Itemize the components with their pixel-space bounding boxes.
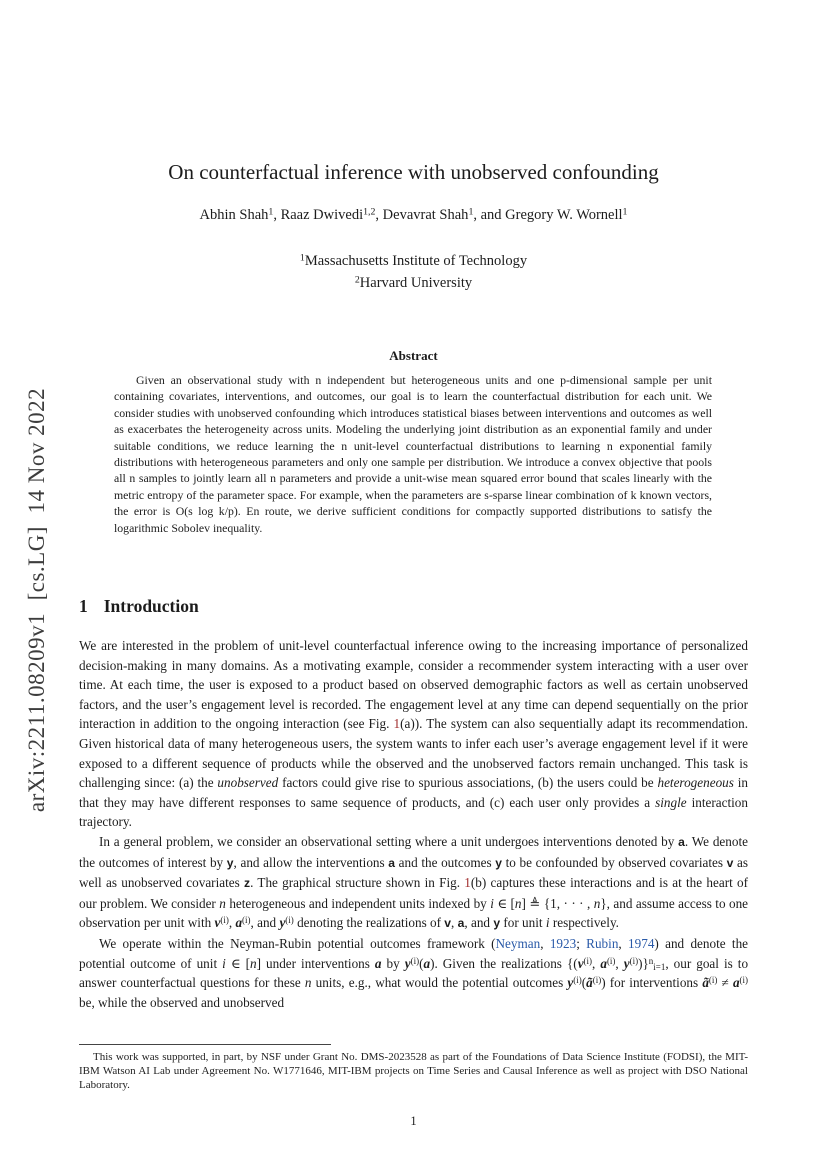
text-segment: ] ≜ {1, · · · , bbox=[521, 895, 594, 911]
figure-ref-link[interactable]: 1 bbox=[464, 875, 471, 891]
affiliation-line bbox=[0, 272, 827, 294]
text-segment: respectively. bbox=[549, 915, 619, 931]
text-segment: n bbox=[304, 975, 312, 991]
citation-link[interactable]: 1974 bbox=[628, 935, 655, 951]
paper-title: On counterfactual inference with unobserved confounding bbox=[168, 160, 659, 184]
text-segment: ; bbox=[576, 935, 587, 951]
paragraph bbox=[79, 934, 748, 1012]
text-segment: )} bbox=[638, 955, 649, 971]
abstract-heading: Abstract bbox=[389, 348, 438, 363]
text-segment: y bbox=[623, 955, 630, 971]
text-segment: , bbox=[592, 955, 601, 971]
footnote-block bbox=[79, 1044, 748, 1093]
text-segment: (i) bbox=[220, 915, 229, 926]
text-segment: (i) bbox=[629, 955, 639, 966]
text-segment: , bbox=[451, 915, 458, 931]
text-segment: interaction trajectory. bbox=[79, 794, 748, 830]
text-segment: , Devavrat Shah bbox=[375, 207, 469, 223]
section-number: 1 bbox=[79, 596, 88, 616]
section-title: Introduction bbox=[103, 596, 199, 616]
text-segment: , and allow the interventions bbox=[233, 854, 389, 870]
page-number: 1 bbox=[410, 1114, 417, 1128]
text-segment: (i) bbox=[583, 955, 593, 966]
text-segment: }, and assume access to one observation per unit with bbox=[79, 895, 749, 931]
text-segment: by bbox=[381, 955, 405, 971]
figure-ref-link[interactable]: 1 bbox=[393, 716, 401, 732]
text-segment: a bbox=[678, 834, 685, 849]
text-segment: a bbox=[732, 975, 740, 991]
text-segment: y bbox=[279, 915, 286, 931]
text-segment: (i) bbox=[592, 975, 602, 986]
text-segment: a bbox=[235, 915, 243, 931]
text-segment: a bbox=[388, 855, 396, 870]
text-segment: (i) bbox=[739, 975, 748, 986]
text-segment: , bbox=[615, 955, 624, 971]
text-segment: heterogeneous and independent units indexed by bbox=[225, 895, 491, 911]
text-segment: (i) bbox=[573, 975, 582, 986]
text-segment: , our goal is to answer counterfactual questions for these bbox=[79, 955, 749, 991]
text-segment: , and Gregory W. Wornell bbox=[473, 207, 623, 223]
text-segment: denoting the realizations of bbox=[293, 915, 445, 931]
paragraph bbox=[79, 636, 748, 832]
text-segment: unobserved bbox=[217, 775, 279, 791]
footnote-text: This work was supported, in part, by NSF under Grant No. DMS-2023528 as part of the Foundations of Data Science Institute (FODSI), the MIT-IBM Watson AI Lab under Agreement No. W1771646, MIT-IBM projects on Time Series and Causal Inference as well as project with DSO National Laboratory. bbox=[79, 1051, 748, 1092]
text-segment: n bbox=[648, 955, 654, 966]
text-segment: y bbox=[567, 975, 574, 991]
text-segment: (b) captures these interactions and is at the heart of our problem. We consider bbox=[79, 875, 749, 911]
affiliation-line bbox=[0, 250, 827, 272]
text-segment: ). Given the realizations {( bbox=[430, 955, 578, 971]
text-segment: n bbox=[219, 895, 226, 911]
text-segment: ∈ [ bbox=[493, 895, 515, 911]
text-segment: i bbox=[222, 955, 226, 971]
paragraph bbox=[79, 832, 748, 934]
text-segment: (i) bbox=[410, 955, 420, 966]
text-segment: , and bbox=[250, 915, 280, 931]
text-segment: n bbox=[593, 895, 601, 911]
text-segment: y bbox=[493, 916, 501, 931]
text-segment: a bbox=[457, 916, 465, 931]
text-segment: a bbox=[600, 955, 607, 971]
authors-line bbox=[0, 207, 827, 224]
text-segment: ) and denote the potential outcome of unit bbox=[79, 935, 749, 971]
text-segment: ( bbox=[581, 975, 587, 991]
text-segment: 1 bbox=[268, 206, 274, 218]
text-segment: ( bbox=[419, 955, 424, 971]
text-segment: , bbox=[228, 915, 236, 931]
text-segment: z bbox=[244, 876, 251, 891]
affiliation-marker: 2 bbox=[354, 274, 360, 286]
text-segment: ≠ bbox=[717, 975, 733, 991]
text-segment: to be confounded by observed covariates bbox=[502, 854, 727, 870]
footnote-rule bbox=[79, 1044, 331, 1045]
text-segment: in that they may have different responses to same sequence of products, and (c) each user only provides a bbox=[79, 775, 748, 810]
text-segment: ] under interventions bbox=[256, 955, 375, 971]
text-segment: n bbox=[250, 955, 257, 971]
citation-link[interactable]: Rubin bbox=[586, 935, 619, 951]
text-segment: , and bbox=[464, 915, 494, 931]
text-segment: factors could give rise to spurious associations, (b) the users could be bbox=[278, 775, 658, 791]
text-segment: In a general problem, we consider an observational setting where a unit undergoes interventions denoted by bbox=[99, 833, 679, 849]
text-segment: We operate within the Neyman-Rubin potential outcomes framework ( bbox=[99, 935, 496, 951]
text-segment: i bbox=[490, 895, 494, 911]
text-segment: (i) bbox=[242, 915, 251, 926]
text-segment: v bbox=[214, 915, 221, 931]
affiliation-marker: 1 bbox=[299, 252, 305, 264]
text-segment: (i) bbox=[606, 955, 616, 966]
affiliation-name: Harvard University bbox=[359, 275, 473, 291]
text-segment: , bbox=[540, 935, 550, 951]
text-segment: , Raaz Dwivedi bbox=[273, 207, 364, 223]
text-segment: i=1 bbox=[653, 961, 666, 972]
body-column bbox=[79, 636, 748, 1012]
text-segment: v bbox=[444, 916, 452, 931]
text-segment: v bbox=[577, 955, 584, 971]
text-segment: (i) bbox=[708, 975, 718, 986]
text-segment: for unit bbox=[500, 915, 546, 931]
text-segment: and the outcomes bbox=[395, 854, 496, 870]
text-segment: Abhin Shah bbox=[199, 207, 269, 223]
text-segment: . We denote the outcomes of interest by bbox=[79, 833, 748, 870]
text-segment: , bbox=[618, 935, 629, 951]
text-segment: i bbox=[545, 915, 550, 931]
text-segment: . The graphical structure shown in Fig. bbox=[250, 875, 465, 891]
citation-link[interactable]: 1923 bbox=[549, 935, 577, 951]
text-segment: We are interested in the problem of unit-level counterfactual inference owing to the increasing importance of personalized decision-making in many domains. As a motivating example, consider a recommender system interacting with a user over time. At each time, the user is exposed to a product based on observed demographic factors as well as certain unobserved factors, and the user’s engagement level is recorded. The engagement level at any time can depend sequentially on the prior interaction in addition to the ongoing interaction (see Fig. bbox=[79, 638, 748, 732]
text-segment: (i) bbox=[285, 915, 294, 926]
text-segment: 1 bbox=[622, 206, 628, 218]
text-segment: a bbox=[423, 955, 431, 971]
text-segment: y bbox=[404, 955, 411, 971]
text-segment: 1,2 bbox=[363, 206, 376, 218]
text-segment: be, while the observed and unobserved bbox=[79, 994, 285, 1010]
text-segment: units, e.g., what would the potential outcomes bbox=[311, 975, 568, 991]
affiliations-block bbox=[0, 250, 827, 294]
affiliation-name: Massachusetts Institute of Technology bbox=[304, 253, 528, 269]
text-segment: ã bbox=[702, 975, 709, 991]
text-segment: ã bbox=[586, 975, 593, 991]
text-segment: 1 bbox=[468, 206, 474, 218]
text-segment: y bbox=[226, 855, 234, 870]
text-segment: a bbox=[374, 955, 382, 971]
section-heading bbox=[79, 596, 748, 617]
text-segment: ) for interventions bbox=[601, 975, 703, 991]
citation-link[interactable]: Neyman bbox=[495, 935, 541, 951]
abstract-text: Given an observational study with n independent but heterogeneous units and one p-dimensional sample per unit containing covariates, interventions, and outcomes, our goal is to learn the counterfactual distribution for each unit. We consider studies with unobserved confounding which introduces statistical biases between interventions and outcomes as well as exacerbates the heterogeneity across units. Modeling the underlying joint distribution as an exponential family and under suitable conditions, we reduce learning the n unit-level counterfactual distributions to learning n exponential family distributions with heterogeneous parameters and only one sample per distribution. We introduce a convex objective that pools all n samples to jointly learn all n parameters and provide a unit-wise mean squared error bound that scales linearly with the metric entropy of the parameter space. For example, when the parameters are s-sparse linear combination of k known vectors, the error is O(s log k/p). En route, we derive sufficient conditions for compactly supported distributions to satisfy the logarithmic Sobolev inequality. bbox=[114, 373, 712, 535]
text-segment: heterogeneous bbox=[657, 775, 734, 791]
text-segment: single bbox=[655, 794, 687, 810]
text-segment: as well as unobserved covariates bbox=[79, 854, 748, 891]
arxiv-identifier-stamp: arXiv:2211.08209v1 [cs.LG] 14 Nov 2022 bbox=[24, 387, 49, 813]
text-segment: n bbox=[514, 895, 522, 911]
text-segment: y bbox=[495, 855, 503, 870]
text-segment: ∈ [ bbox=[225, 955, 250, 971]
text-segment: v bbox=[726, 855, 734, 870]
text-segment: (a)). The system can also sequentially adapt its recommendation. Given historical data of many heterogeneous users, the system wants to infer each user’s average engagement level if it were exposed to a different sequence of products while the observed and the unobserved factors remain unchanged. This task is challenging since: (a) the bbox=[79, 716, 749, 791]
